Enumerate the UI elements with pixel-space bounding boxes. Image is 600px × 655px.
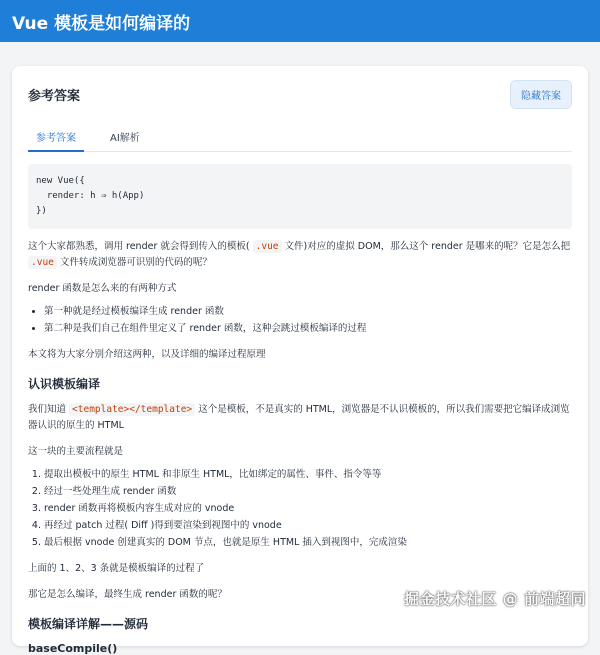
subheading-basecompile: baseCompile() <box>28 642 118 655</box>
ways-list <box>28 303 572 337</box>
inline-code: .vue <box>253 240 282 253</box>
list-item: 1. 提取出模板中的原生 HTML 和非原生 HTML，比如绑定的属性、事件、指令等等 <box>44 466 572 483</box>
paragraph-intro: 这个大家都熟悉，调用 render 就会得到传入的模板( .vue 文件)对应的虚拟 DOM，那么这个 render 是哪来的呢？它是怎么把 .vue 文件转成浏览器可识别的代码的呢？ <box>28 241 571 268</box>
tab-ai-analysis[interactable]: AI解析 <box>110 133 140 144</box>
paragraph-flow: 这一块的主要流程就是 <box>28 446 124 457</box>
steps-list <box>28 466 572 551</box>
code-block: new Vue({ render: h ⇒ h(App) }) <box>28 164 572 229</box>
list-item: 4. 再经过 patch 过程( Diff )得到要渲染到视图中的 vnode <box>44 517 572 534</box>
list-item: • 第二种是我们自己在组件里定义了 render 函数，这种会跳过模板编译的过程 <box>44 320 572 337</box>
watermark: 掘金技术社区 @ 前端超同 <box>404 590 586 608</box>
card-title: 参考答案 <box>28 89 81 104</box>
list-item: • 第一种就是经过模板编译生成 render 函数 <box>44 303 572 320</box>
paragraph-question: 那它是怎么编译，最终生成 render 函数的呢？ <box>28 589 227 600</box>
list-item: 5. 最后根据 vnode 创建真实的 DOM 节点，也就是原生 HTML 插入到视图中，完成渲染 <box>44 534 572 551</box>
list-item: 2. 经过一些处理生成 render 函数 <box>44 483 572 500</box>
page-header <box>0 0 600 42</box>
list-item: 3. render 函数再将模板内容生成对应的 vnode <box>44 500 572 517</box>
paragraph-two-ways: render 函数是怎么来的有两种方式 <box>28 283 177 294</box>
tab-bar <box>28 123 572 152</box>
section-heading-source: 模板编译详解——源码 <box>28 617 149 631</box>
tab-reference-answer[interactable]: 参考答案 <box>28 123 84 152</box>
inline-code: .vue <box>28 256 57 269</box>
paragraph-overview: 本文将为大家分别介绍这两种，以及详细的编译过程原理 <box>28 349 266 360</box>
hide-answer-button[interactable]: 隐藏答案 <box>510 80 572 109</box>
answer-card <box>12 66 588 655</box>
paragraph-steps-note: 上面的 1、2、3 条就是模板编译的过程了 <box>28 563 205 574</box>
inline-code: <template></template> <box>69 403 195 416</box>
paragraph-template: 我们知道 <template></template> 这个是模板，不是真实的 HTML，浏览器是不认识模板的，所以我们需要把它编译成浏览器认识的原生的 HTML <box>28 404 570 431</box>
section-heading-understand: 认识模板编译 <box>28 377 101 391</box>
page-title: Vue 模板是如何编译的 <box>12 13 191 34</box>
